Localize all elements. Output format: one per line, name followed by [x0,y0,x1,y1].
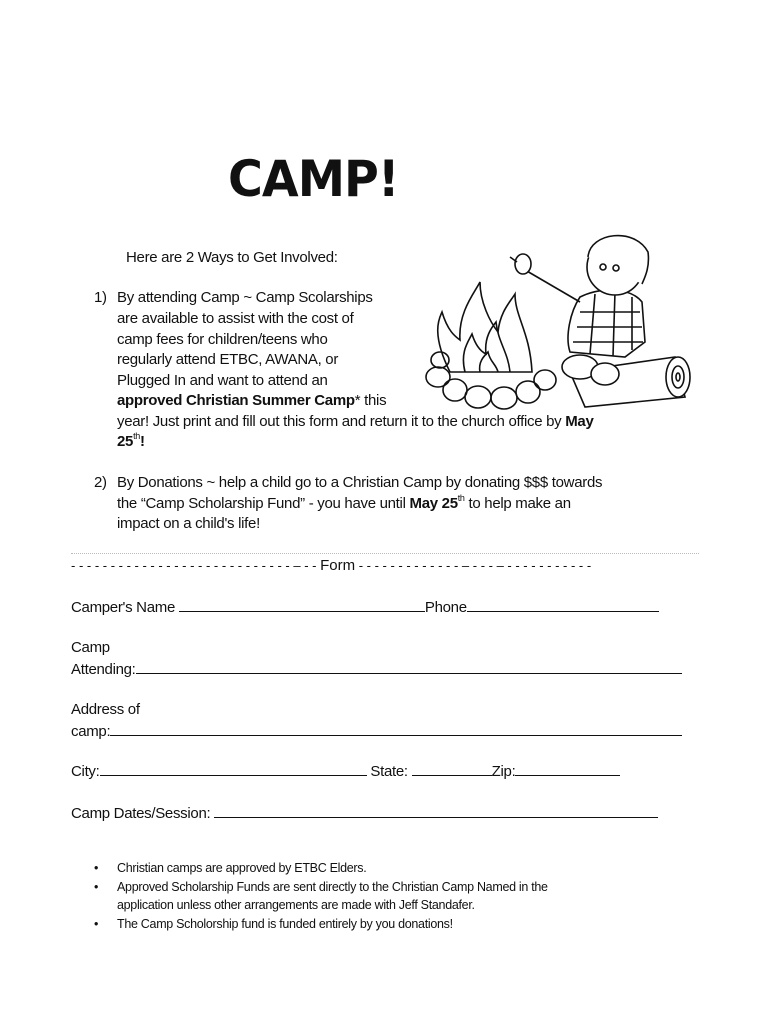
form-divider [71,556,591,577]
item1-line [117,391,386,412]
deadline-day: 25 [117,433,134,450]
note-item: Approved Scholarship Funds are sent directly to the Christian Camp Named in the [117,880,548,894]
city-state-zip-row [71,761,620,783]
bullet-icon: • [94,880,99,894]
zip-field[interactable] [515,761,620,776]
approved-camp-emphasis: approved Christian Summer Camp [117,392,355,409]
phone-field[interactable] [467,597,659,612]
divider-dashes: - - - - - - - - - - - - - - - - - - - - - - - - - - - - – - - [71,558,321,573]
intro-text: Here are 2 Ways to Get Involved: [126,249,338,266]
city-field[interactable] [100,761,367,776]
address-label: camp: [71,723,111,740]
item1-line: regularly attend ETBC, AWANA, or [117,351,339,368]
campers-name-field[interactable] [179,597,425,612]
item1-line: are available to assist with the cost of [117,310,354,327]
address-field[interactable] [110,721,682,736]
item-number: 1) [94,289,107,306]
dotted-separator [71,553,699,554]
divider-dashes: - - - - - - - - - - - - - – - - - – - - - - - - - - - - - [355,558,592,573]
item2-text: to help make an [464,495,571,512]
item2-line: By Donations ~ help a child go to a Christian Camp by donating $$$ towards [117,474,603,491]
note-item: The Camp Scholorship fund is funded entirely by you donations! [117,917,453,931]
item-number: 2) [94,474,107,491]
deadline-month: May [565,413,594,430]
item1-line [117,432,145,453]
state-field[interactable] [412,761,492,776]
camp-attending-row [71,659,682,681]
note-item: application unless other arrangements are made with Jeff Standafer. [117,898,475,912]
deadline-end: ! [140,433,145,450]
item2-text: the “Camp Scholarship Fund” - you have until [117,495,410,512]
item2-line [117,494,571,515]
city-label: City: [71,763,100,780]
item1-line: By attending Camp ~ Camp Scolarships [117,289,373,306]
item1-text: year! Just print and fill out this form and return it to the church office by [117,413,566,430]
camp-attending-label: Attending: [71,661,136,678]
campers-name-label: Camper's Name [71,599,179,616]
address-label: Address of [71,701,140,718]
item1-line [117,412,594,433]
campers-name-row [71,597,659,619]
camp-dates-label: Camp Dates/Session: [71,805,215,822]
deadline-emphasis: May 25 [409,495,458,512]
phone-label: Phone [424,599,467,616]
bullet-icon: • [94,917,99,931]
zip-label: Zip: [491,763,516,780]
deadline-suffix: th [457,493,465,503]
note-item: Christian camps are approved by ETBC Elders. [117,861,367,875]
page-title: CAMP! [228,150,399,208]
item1-text: * this [354,392,387,409]
form-heading: Form [320,557,356,574]
camp-attending-field[interactable] [136,659,682,674]
camp-attending-label: Camp [71,639,110,656]
camp-dates-field[interactable] [214,803,658,818]
item1-line: camp fees for children/teens who [117,331,328,348]
camp-dates-row [71,803,658,825]
state-label: State: [366,763,412,780]
deadline-suffix: th [133,431,140,441]
item2-line: impact on a child's life! [117,515,260,532]
item1-line: Plugged In and want to attend an [117,372,328,389]
address-row [71,721,682,743]
bullet-icon: • [94,861,99,875]
campfire-illustration-icon [420,222,705,417]
